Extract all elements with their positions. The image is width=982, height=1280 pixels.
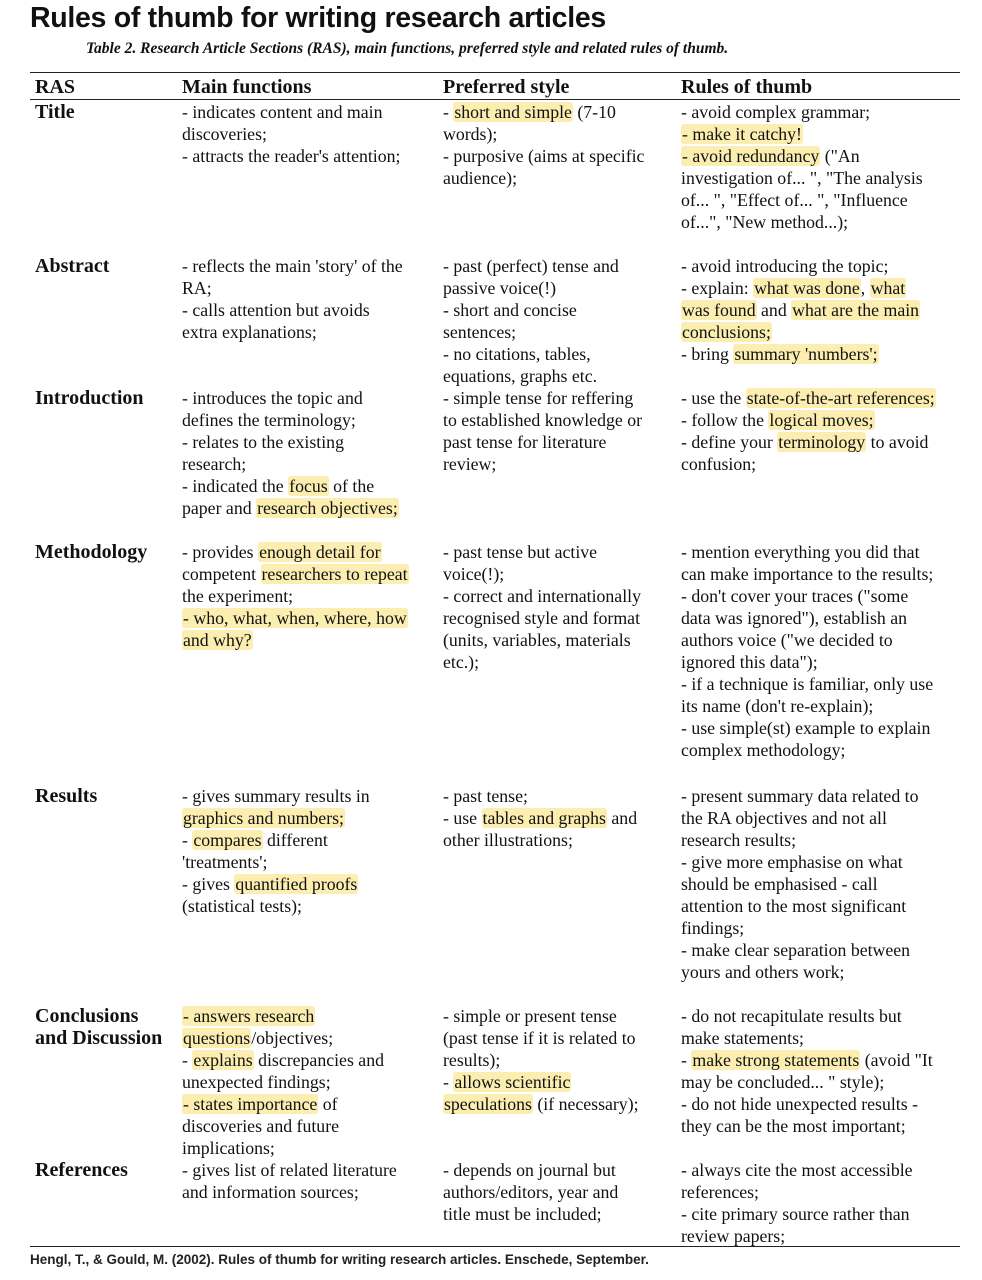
cell-line (443, 101, 669, 123)
text-segment: - simple or present tense (443, 1006, 617, 1026)
text-segment: - always cite the most accessible (681, 1160, 913, 1180)
text-segment: - gives (182, 874, 235, 894)
text-segment: - explain: (681, 278, 754, 298)
cell-line (182, 807, 430, 829)
text-segment: of...", "New method...); (681, 212, 849, 232)
header-preferred-style: Preferred style (443, 76, 570, 98)
text-segment: discoveries and future (182, 1116, 340, 1136)
text-segment: - introduces the topic and (182, 388, 363, 408)
cell-line (443, 1159, 669, 1181)
cell-line (182, 1159, 430, 1181)
cell-line (443, 1181, 669, 1203)
section-name: References (35, 1159, 128, 1181)
table-header-rule (30, 99, 960, 100)
cell-line (681, 277, 963, 299)
text-segment: and information sources; (182, 1182, 359, 1202)
cell-line (681, 101, 963, 123)
highlighted-text: researchers to repeat (261, 564, 408, 584)
text-segment: (if necessary); (532, 1094, 639, 1114)
cell-line (182, 145, 430, 167)
text-segment: - depends on journal but (443, 1160, 616, 1180)
cell-line (681, 1071, 963, 1093)
cell-line (681, 939, 963, 961)
highlighted-text: logical moves; (769, 410, 874, 430)
cell-line (182, 1049, 430, 1071)
cell-line (182, 387, 430, 409)
text-segment: - mention everything you did that (681, 542, 920, 562)
cell-line (443, 807, 669, 829)
cell-line (443, 255, 669, 277)
text-segment: - avoid complex grammar; (681, 102, 871, 122)
cell-line (681, 829, 963, 851)
cell-line (182, 785, 430, 807)
highlighted-text: and why? (183, 630, 252, 650)
text-segment: review papers; (681, 1226, 786, 1246)
highlighted-text: tables and graphs (482, 808, 606, 828)
table-top-rule (30, 72, 960, 73)
cell-line (681, 651, 963, 673)
highlighted-text: - states importance (183, 1094, 318, 1114)
text-segment: the RA objectives and not all (681, 808, 887, 828)
cell-line (182, 101, 430, 123)
section-name: Methodology (35, 541, 148, 563)
cell-line (681, 851, 963, 873)
cell-line (681, 189, 963, 211)
text-segment: to established knowledge or (443, 410, 643, 430)
cell-line (182, 873, 430, 895)
text-segment: - define your (681, 432, 778, 452)
preferred-style-cell (443, 1159, 669, 1225)
cell-line (681, 387, 963, 409)
cell-line (182, 1181, 430, 1203)
cell-line (681, 695, 963, 717)
text-segment: the experiment; (182, 586, 294, 606)
text-segment: confusion; (681, 454, 757, 474)
cell-line (182, 475, 430, 497)
cell-line (681, 629, 963, 651)
header-rules-of-thumb: Rules of thumb (681, 76, 813, 98)
text-segment: 'treatments'; (182, 852, 268, 872)
text-segment: /objectives; (251, 1028, 334, 1048)
cell-line (182, 607, 430, 629)
text-segment: - relates to the existing (182, 432, 344, 452)
text-segment: research; (182, 454, 247, 474)
text-segment: of (318, 1094, 338, 1114)
cell-line (182, 1137, 430, 1159)
cell-line (182, 629, 430, 651)
cell-line (182, 409, 430, 431)
text-segment: unexpected findings; (182, 1072, 331, 1092)
main-functions-cell (182, 1005, 430, 1159)
highlighted-text: summary 'numbers'; (734, 344, 878, 364)
text-segment: they can be the most important; (681, 1116, 906, 1136)
cell-line (443, 123, 669, 145)
text-segment: - make clear separation between (681, 940, 911, 960)
highlighted-text: state-of-the-art references; (746, 388, 935, 408)
text-segment: - attracts the reader's attention; (182, 146, 401, 166)
text-segment: (statistical tests); (182, 896, 302, 916)
cell-line (681, 585, 963, 607)
text-segment: - past (perfect) tense and (443, 256, 619, 276)
highlighted-text: enough detail for (259, 542, 381, 562)
cell-line (681, 873, 963, 895)
text-segment: complex methodology; (681, 740, 846, 760)
text-segment: - bring (681, 344, 734, 364)
text-segment: - follow the (681, 410, 769, 430)
text-segment: - (182, 1050, 193, 1070)
highlighted-text: explains (193, 1050, 253, 1070)
cell-line (443, 651, 669, 673)
highlighted-text: what (870, 278, 906, 298)
cell-line (681, 895, 963, 917)
highlighted-text: questions (183, 1028, 251, 1048)
highlighted-text: quantified proofs (235, 874, 358, 894)
cell-line (443, 541, 669, 563)
highlighted-text: - who, what, when, where, how (183, 608, 407, 628)
cell-line (182, 453, 430, 475)
cell-line (443, 145, 669, 167)
text-segment: - indicates content and main (182, 102, 383, 122)
highlighted-text: graphics and numbers; (183, 808, 344, 828)
text-segment: (7-10 (572, 102, 616, 122)
text-segment: - short and concise (443, 300, 577, 320)
rules-of-thumb-cell (681, 101, 963, 233)
cell-line (443, 1203, 669, 1225)
text-segment: can make importance to the results; (681, 564, 934, 584)
text-segment: - no citations, tables, (443, 344, 591, 364)
highlighted-text: conclusions; (682, 322, 771, 342)
text-segment: of the (328, 476, 375, 496)
text-segment: - gives summary results in (182, 786, 370, 806)
rules-of-thumb-cell (681, 387, 963, 475)
cell-line (182, 431, 430, 453)
text-segment: - (681, 1050, 692, 1070)
cell-line (443, 1027, 669, 1049)
cell-line (681, 607, 963, 629)
cell-line (681, 541, 963, 563)
text-segment: paper and (182, 498, 257, 518)
highlighted-text: allows scientific (454, 1072, 571, 1092)
cell-line (681, 673, 963, 695)
table-caption: Table 2. Research Article Sections (RAS), main functions, preferred style and related rules of thumb. (86, 40, 729, 57)
page-title: Rules of thumb for writing research articles (30, 2, 606, 34)
text-segment: - (443, 1072, 454, 1092)
cell-line (681, 167, 963, 189)
text-segment: - if a technique is familiar, only use (681, 674, 934, 694)
highlighted-text: what was done (754, 278, 860, 298)
text-segment: - past tense; (443, 786, 528, 806)
text-segment: sentences; (443, 322, 517, 342)
cell-line (443, 387, 669, 409)
cell-line (681, 321, 963, 343)
cell-line (681, 1181, 963, 1203)
cell-line (443, 299, 669, 321)
cell-line (182, 541, 430, 563)
text-segment: - past tense but active (443, 542, 598, 562)
cell-line (681, 409, 963, 431)
text-segment: defines the terminology; (182, 410, 356, 430)
cell-line (443, 629, 669, 651)
section-name: Title (35, 101, 75, 123)
cell-line (681, 1049, 963, 1071)
cell-line (182, 321, 430, 343)
main-functions-cell (182, 785, 430, 917)
highlighted-text: speculations (444, 1094, 532, 1114)
main-functions-cell (182, 387, 430, 519)
cell-line (681, 1093, 963, 1115)
highlighted-text: short and simple (454, 102, 572, 122)
cell-line (182, 497, 430, 519)
preferred-style-cell (443, 255, 669, 387)
cell-line (443, 343, 669, 365)
text-segment: data was ignored"), establish an (681, 608, 907, 628)
text-segment: ("An (820, 146, 860, 166)
text-segment: RA; (182, 278, 212, 298)
cell-line (681, 917, 963, 939)
text-segment: voice(!); (443, 564, 505, 584)
text-segment: etc.); (443, 652, 480, 672)
cell-line (681, 739, 963, 761)
cell-line (182, 277, 430, 299)
rules-of-thumb-cell (681, 1005, 963, 1137)
highlighted-text: research objectives; (257, 498, 398, 518)
cell-line (681, 1115, 963, 1137)
text-segment: its name (don't re-explain); (681, 696, 874, 716)
text-segment: to avoid (866, 432, 929, 452)
text-segment: - avoid introducing the topic; (681, 256, 889, 276)
cell-line (681, 255, 963, 277)
text-segment: - do not recapitulate results but (681, 1006, 902, 1026)
text-segment: - give more emphasise on what (681, 852, 903, 872)
cell-line (443, 829, 669, 851)
cell-line (443, 409, 669, 431)
text-segment: - (443, 102, 454, 122)
text-segment: discoveries; (182, 124, 267, 144)
preferred-style-cell (443, 785, 669, 851)
text-segment: (avoid "It (860, 1050, 933, 1070)
highlighted-text: focus (289, 476, 328, 496)
rules-of-thumb-cell (681, 1159, 963, 1247)
text-segment: different (262, 830, 328, 850)
cell-line (681, 211, 963, 233)
text-segment: - present summary data related to (681, 786, 919, 806)
cell-line (681, 1159, 963, 1181)
table-header (0, 75, 982, 99)
cell-line (681, 431, 963, 453)
text-segment: competent (182, 564, 261, 584)
cell-line (182, 1005, 430, 1027)
text-segment: yours and others work; (681, 962, 845, 982)
main-functions-cell (182, 101, 430, 167)
text-segment: of... ", "Effect of... ", "Influence (681, 190, 908, 210)
cell-line (443, 1049, 669, 1071)
cell-line (681, 717, 963, 739)
text-segment: , (860, 278, 870, 298)
cell-line (681, 1203, 963, 1225)
text-segment: references; (681, 1182, 759, 1202)
cell-line (681, 785, 963, 807)
text-segment: - use (443, 808, 482, 828)
text-segment: investigation of... ", "The analysis (681, 168, 923, 188)
cell-line (443, 453, 669, 475)
section-name: Abstract (35, 255, 110, 277)
text-segment: other illustrations; (443, 830, 573, 850)
text-segment: - (182, 830, 193, 850)
text-segment: equations, graphs etc. (443, 366, 598, 386)
cell-line (182, 1027, 430, 1049)
section-name: Conclusions and Discussion (35, 1005, 163, 1049)
cell-line (681, 563, 963, 585)
text-segment: implications; (182, 1138, 275, 1158)
cell-line (443, 1093, 669, 1115)
text-segment: - use the (681, 388, 746, 408)
cell-line (182, 829, 430, 851)
text-segment: review; (443, 454, 497, 474)
text-segment: ignored this data"); (681, 652, 818, 672)
cell-line (443, 1005, 669, 1027)
cell-line (182, 299, 430, 321)
text-segment: passive voice(!) (443, 278, 557, 298)
text-segment: - reflects the main 'story' of the (182, 256, 403, 276)
cell-line (681, 1225, 963, 1247)
text-segment: discrepancies and (253, 1050, 384, 1070)
highlighted-text: - avoid redundancy (682, 146, 820, 166)
section-name: Results (35, 785, 98, 807)
text-segment: (past tense if it is related to (443, 1028, 636, 1048)
header-ras: RAS (35, 76, 76, 98)
cell-line (681, 807, 963, 829)
text-segment: - simple tense for reffering (443, 388, 634, 408)
text-segment: - use simple(st) example to explain (681, 718, 931, 738)
cell-line (443, 365, 669, 387)
main-functions-cell (182, 1159, 430, 1203)
main-functions-cell (182, 255, 430, 343)
text-segment: authors voice ("we decided to (681, 630, 893, 650)
text-segment: audience); (443, 168, 518, 188)
cell-line (681, 123, 963, 145)
text-segment: and (756, 300, 792, 320)
rules-of-thumb-cell (681, 785, 963, 983)
header-main-functions: Main functions (182, 76, 312, 98)
text-segment: research results; (681, 830, 797, 850)
preferred-style-cell (443, 387, 669, 475)
cell-line (443, 431, 669, 453)
cell-line (182, 123, 430, 145)
preferred-style-cell (443, 101, 669, 189)
cell-line (182, 585, 430, 607)
cell-line (681, 145, 963, 167)
cell-line (443, 321, 669, 343)
cell-line (443, 1071, 669, 1093)
text-segment: words); (443, 124, 498, 144)
highlighted-text: - make it catchy! (682, 124, 802, 144)
text-segment: may be concluded... " style); (681, 1072, 885, 1092)
cell-line (443, 585, 669, 607)
cell-line (182, 255, 430, 277)
text-segment: and (606, 808, 638, 828)
text-segment: - indicated the (182, 476, 289, 496)
text-segment: authors/editors, year and (443, 1182, 619, 1202)
text-segment: make statements; (681, 1028, 804, 1048)
highlighted-text: - answers research (183, 1006, 315, 1026)
text-segment: results); (443, 1050, 501, 1070)
cell-line (681, 1005, 963, 1027)
cell-line (681, 343, 963, 365)
text-segment: - purposive (aims at specific (443, 146, 645, 166)
text-segment: - provides (182, 542, 259, 562)
cell-line (443, 277, 669, 299)
text-segment: (units, variables, materials (443, 630, 631, 650)
cell-line (182, 1071, 430, 1093)
text-segment: past tense for literature (443, 432, 607, 452)
cell-line (443, 785, 669, 807)
cell-line (182, 1093, 430, 1115)
main-functions-cell (182, 541, 430, 651)
section-name: Introduction (35, 387, 144, 409)
text-segment: - correct and internationally (443, 586, 641, 606)
footer-citation: Hengl, T., & Gould, M. (2002). Rules of thumb for writing research articles. Enschede, September. (30, 1252, 649, 1267)
highlighted-text: was found (682, 300, 756, 320)
text-segment: - calls attention but avoids (182, 300, 370, 320)
highlighted-text: make strong statements (692, 1050, 860, 1070)
table-bottom-rule (30, 1246, 960, 1247)
text-segment: findings; (681, 918, 745, 938)
text-segment: title must be included; (443, 1204, 602, 1224)
preferred-style-cell (443, 1005, 669, 1115)
text-segment: attention to the most significant (681, 896, 907, 916)
text-segment: extra explanations; (182, 322, 317, 342)
preferred-style-cell (443, 541, 669, 673)
text-segment: - do not hide unexpected results - (681, 1094, 919, 1114)
cell-line (681, 1027, 963, 1049)
cell-line (681, 453, 963, 475)
text-segment: should be emphasised - call (681, 874, 878, 894)
text-segment: - cite primary source rather than (681, 1204, 910, 1224)
rules-of-thumb-cell (681, 255, 963, 365)
cell-line (443, 167, 669, 189)
cell-line (182, 851, 430, 873)
highlighted-text: terminology (778, 432, 866, 452)
text-segment: - gives list of related literature (182, 1160, 397, 1180)
cell-line (443, 607, 669, 629)
cell-line (681, 299, 963, 321)
cell-line (182, 563, 430, 585)
highlighted-text: what are the main (792, 300, 920, 320)
cell-line (182, 1115, 430, 1137)
text-segment: recognised style and format (443, 608, 641, 628)
text-segment: - don't cover your traces ("some (681, 586, 909, 606)
cell-line (681, 961, 963, 983)
cell-line (443, 563, 669, 585)
rules-of-thumb-cell (681, 541, 963, 761)
cell-line (182, 895, 430, 917)
highlighted-text: compares (193, 830, 262, 850)
